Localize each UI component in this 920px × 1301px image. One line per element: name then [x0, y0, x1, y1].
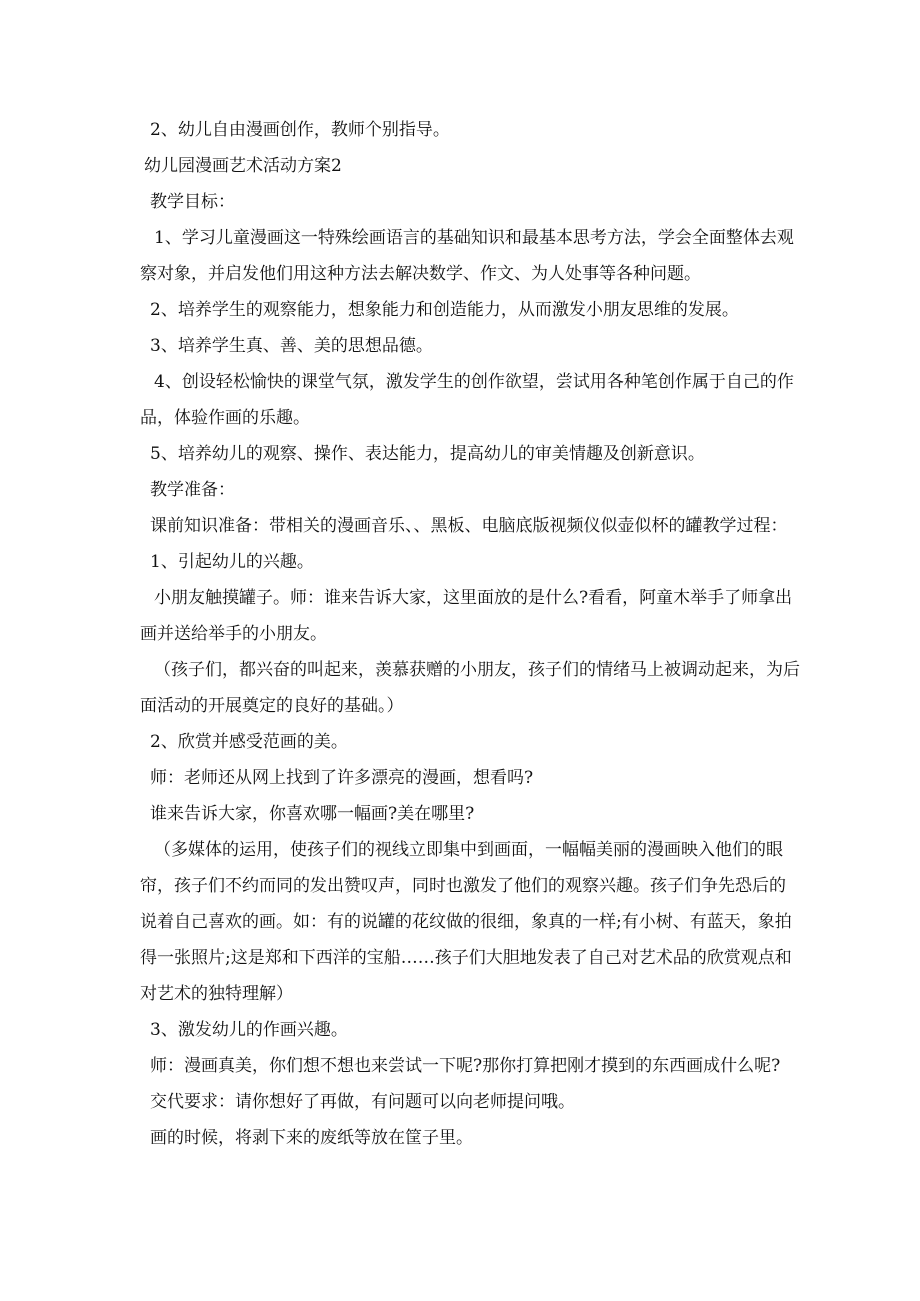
goal-3: 3、培养学生真、善、美的思想品德。: [150, 336, 433, 356]
step-1-detail: 小朋友触摸罐子。师：谁来告诉大家，这里面放的是什么?看看，阿童木举手了师拿出画并送给举手的小朋友。: [140, 588, 793, 644]
step-2: 2、欣赏并感受范画的美。: [150, 732, 348, 752]
paragraph-1: 2、幼儿自由漫画创作，教师个别指导。: [150, 120, 450, 140]
step-2-question: 谁来告诉大家，你喜欢哪一幅画?美在哪里?: [150, 804, 475, 824]
step-3-tip: 画的时候，将剥下来的废纸等放在筐子里。: [150, 1128, 473, 1148]
heading-preparation: 教学准备：: [150, 480, 235, 500]
goal-4: 4、创设轻松愉快的课堂气氛，激发学生的创作欲望，尝试用各种笔创作属于自己的作品，体验作画的乐趣。: [140, 372, 794, 428]
goal-1: 1、学习儿童漫画这一特殊绘画语言的基础知识和最基本思考方法，学会全面整体去观察对象，并启发他们用这种方法去解决数学、作文、为人处事等各种问题。: [140, 228, 794, 284]
goal-5: 5、培养幼儿的观察、操作、表达能力，提高幼儿的审美情趣及创新意识。: [150, 444, 705, 464]
goal-2: 2、培养学生的观察能力，想象能力和创造能力，从而激发小朋友思维的发展。: [150, 300, 739, 320]
step-2-teacher: 师：老师还从网上找到了许多漂亮的漫画，想看吗?: [150, 768, 534, 788]
heading-goals: 教学目标：: [150, 192, 235, 212]
step-3-requirement: 交代要求：请你想好了再做，有问题可以向老师提问哦。: [150, 1092, 575, 1112]
section-title: 幼儿园漫画艺术活动方案2: [144, 156, 342, 176]
step-1-note: （孩子们，都兴奋的叫起来，羡慕获赠的小朋友，孩子们的情绪马上被调动起来，为后面活动的开展奠定的良好的基础。）: [140, 660, 800, 716]
step-3-teacher: 师：漫画真美，你们想不想也来尝试一下呢?那你打算把刚才摸到的东西画成什么呢?: [150, 1056, 781, 1076]
step-3: 3、激发幼儿的作画兴趣。: [150, 1020, 348, 1040]
step-2-note: （多媒体的运用，使孩子们的视线立即集中到画面，一幅幅美丽的漫画映入他们的眼帘，孩子们不约而同的发出赞叹声，同时也激发了他们的观察兴趣。孩子们争先恐后的说着自己喜欢的画。如：有的说罐的花纹做的很细，象真的一样;有小树、有蓝天，象拍得一张照片;这是郑和下西洋的宝船……孩子们大胆地发表了自己对艺术品的欣赏观点和对艺术的独特理解）: [140, 840, 792, 1004]
preparation-text: 课前知识准备：带相关的漫画音乐、、黑板、电脑底版视频仪似壶似杯的罐教学过程：: [150, 516, 788, 536]
step-1: 1、引起幼儿的兴趣。: [150, 552, 314, 572]
